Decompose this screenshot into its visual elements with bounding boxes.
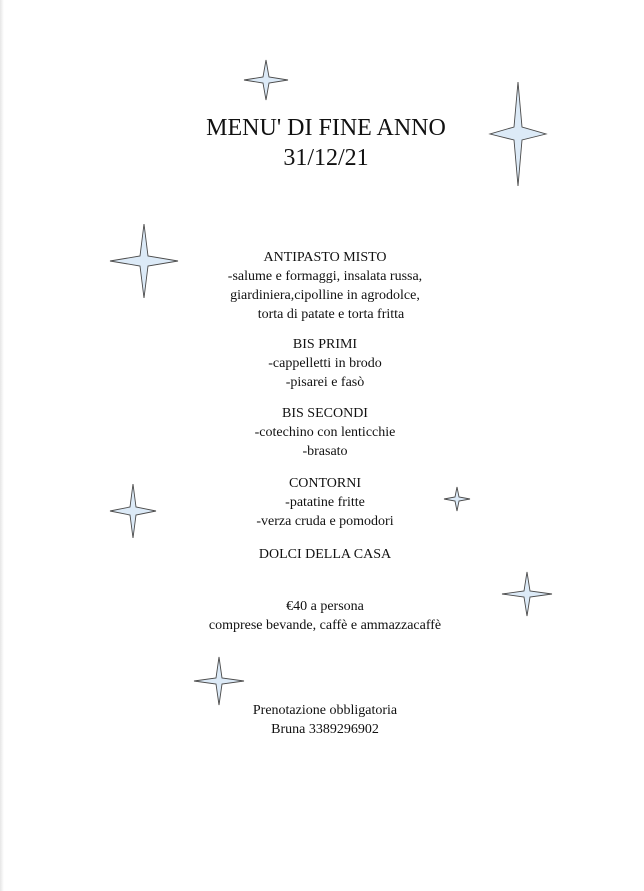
price-includes: comprese bevande, caffè e ammazzacaffè: [208, 618, 442, 633]
section-dolci: [0, 545, 644, 564]
menu-item: -brasato: [302, 444, 348, 459]
price-info: [0, 597, 644, 635]
menu-item: torta di patate e torta fritta: [257, 307, 405, 322]
booking-info: [0, 701, 644, 739]
section-primi: [0, 335, 644, 392]
title-date: 31/12/21: [283, 145, 369, 171]
menu-item: -salume e formaggi, insalata russa,: [227, 269, 423, 284]
menu-item: giardiniera,cipolline in agrodolce,: [230, 288, 420, 303]
section-heading: DOLCI DELLA CASA: [258, 547, 392, 562]
section-heading: CONTORNI: [288, 476, 362, 491]
menu-item: -cotechino con lenticchie: [254, 425, 396, 440]
section-antipasto: [0, 248, 644, 324]
title-line: MENU' DI FINE ANNO: [206, 115, 446, 141]
section-heading: BIS SECONDI: [282, 406, 368, 421]
menu-item: -verza cruda e pomodori: [256, 514, 394, 529]
star-icon: [242, 58, 290, 102]
booking-note: Prenotazione obbligatoria: [252, 703, 398, 718]
section-heading: BIS PRIMI: [292, 337, 358, 352]
section-secondi: [0, 404, 644, 461]
menu-title: [0, 113, 644, 173]
booking-contact: Bruna 3389296902: [271, 722, 379, 737]
section-heading: ANTIPASTO MISTO: [263, 250, 387, 265]
section-contorni: [0, 474, 644, 531]
star-icon: [192, 655, 246, 707]
menu-item: -patatine fritte: [285, 495, 365, 510]
menu-item: -cappelletti in brodo: [268, 356, 382, 371]
price-amount: €40 a persona: [286, 599, 364, 614]
menu-item: -pisarei e fasò: [285, 375, 365, 390]
